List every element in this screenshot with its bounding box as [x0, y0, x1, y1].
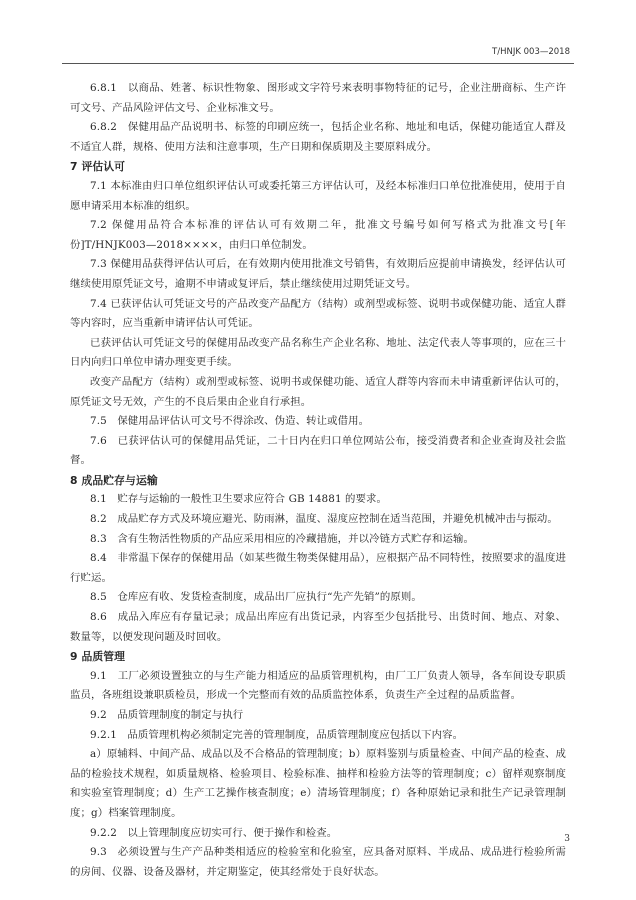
- clause-9-2-1: 9.2.1 品质管理机构必须制定完善的管理制度，品质管理制度应包括以下内容。: [90, 728, 464, 741]
- clause-8-3: 8.3 含有生物活性物质的产品应采用相应的冷藏措施，并以冷链方式贮存和运输。: [90, 532, 474, 545]
- clause-7-1: 7.1 本标准由归口单位组织评估认可或委托第三方评估认可，及经本标准归口单位批准使用，使用于自愿申请采用本标准的组织。: [70, 179, 566, 212]
- clause-9-2-1-list: a）原辅料、中间产品、成品以及不合格品的管理制度；b）原料鉴别与质量检查、中间产品的检查、成品的检验技术规程，如质量规格、检验项目、检验标准、抽样和检验方法等的管理制度；c）留样观察制度和实验室管理制度；d）生产工艺操作核查制度；e）清场管理制度；f）各种原始记录和批生产记录管理制度；g）档案管理制度。: [70, 748, 566, 819]
- page-body: [70, 79, 566, 882]
- clause-9-3: 9.3 必须设置与生产产品种类相适应的检验室和化验室，应具备对原料、半成品、成品进行检验所需的房间、仪器、设备及器材，并定期鉴定，使其经常处于良好状态。: [70, 846, 566, 878]
- clause-7-4-para-2: 已获评估认可凭证文号的保健用品改变产品名称生产企业名称、地址、法定代表人等事项的，应在三十日内向归口单位申请办理变更手续。: [70, 336, 566, 369]
- standard-code-header: T/HNJK 003—2018: [492, 47, 570, 57]
- page-number: 3: [564, 834, 570, 844]
- clause-6-8-1: 6.8.1 以商品、姓著、标识性物象、图形或文字符号来表明事物特征的记号，企业注册商标、生产许可文号、产品风险评估文号、企业标准文号。: [70, 82, 566, 114]
- clause-8-2: 8.2 成品贮存方式及环境应避光、防雨淋，温度、湿度应控制在适当范围，并避免机械冲击与振动。: [90, 513, 558, 526]
- section-9-heading: 9 品质管理: [70, 650, 126, 664]
- clause-7-2: 7.2 保健用品符合本标准的评估认可有效期二年，批准文号编号如何写格式为批准文号[年份]T/HNJK003—2018××××，由归口单位制发。: [70, 219, 566, 251]
- clause-7-6: 7.6 已获评估认可的保健用品凭证，二十日内在归口单位网站公布，接受消费者和企业查询及社会监督。: [70, 434, 566, 467]
- clause-8-6: 8.6 成品入库应有存量记录；成品出库应有出货记录，内容至少包括批号、出货时间、地点、对象、数量等，以便发现问题及时回收。: [70, 611, 566, 643]
- clause-7-4: 7.4 已获评估认可凭证文号的产品改变产品配方（结构）或剂型或标签、说明书或保健功能、适宜人群等内容时，应当重新申请评估认可凭证。: [70, 297, 566, 330]
- section-7-heading: 7 评估认可: [70, 160, 126, 174]
- clause-9-2-2: 9.2.2 以上管理制度应切实可行、便于操作和检查。: [90, 826, 338, 839]
- clause-7-3: 7.3 保健用品获得评估认可后，在有效期内使用批准文号销售，有效期后应提前申请换发，经评估认可继续使用原凭证文号，逾期不申请或复评后，禁止继续使用过期凭证文号。: [70, 258, 566, 290]
- clause-7-5: 7.5 保健用品评估认可文号不得涂改、伪造、转让或借用。: [90, 415, 370, 428]
- header-rule: [62, 63, 574, 64]
- clause-9-1: 9.1 工厂必须设置独立的与生产能力相适应的品质管理机构，由厂工厂负责人领导，各车间设专职质监员，各班组设兼职质检员，形成一个完整而有效的品质监控体系，负责生产全过程的品质监督。: [70, 669, 566, 702]
- clause-8-1: 8.1 贮存与运输的一般性卫生要求应符合 GB 14881 的要求。: [90, 493, 388, 506]
- section-8-heading: 8 成品贮存与运输: [70, 473, 158, 487]
- clause-7-4-para-3: 改变产品配方（结构）或剂型或标签、说明书或保健功能、适宜人群等内容而未申请重新评估认可的，原凭证文号无效，产生的不良后果由企业自行承担。: [70, 375, 566, 408]
- clause-8-5: 8.5 仓库应有收、发货检查制度，成品出厂应执行“先产先销”的原则。: [90, 591, 422, 604]
- clause-8-4: 8.4 非常温下保存的保健用品（如某些微生物类保健用品），应根据产品不同特性，按照要求的温度进行贮运。: [70, 552, 566, 584]
- clause-9-2: 9.2 品质管理制度的制定与执行: [90, 709, 244, 721]
- clause-6-8-2: 6.8.2 保健用品产品说明书、标签的印刷应统一，包括企业名称、地址和电话，保健功能适宜人群及不适宜人群，规格、使用方法和注意事项，生产日期和保质期及主要原料成分。: [70, 121, 566, 153]
